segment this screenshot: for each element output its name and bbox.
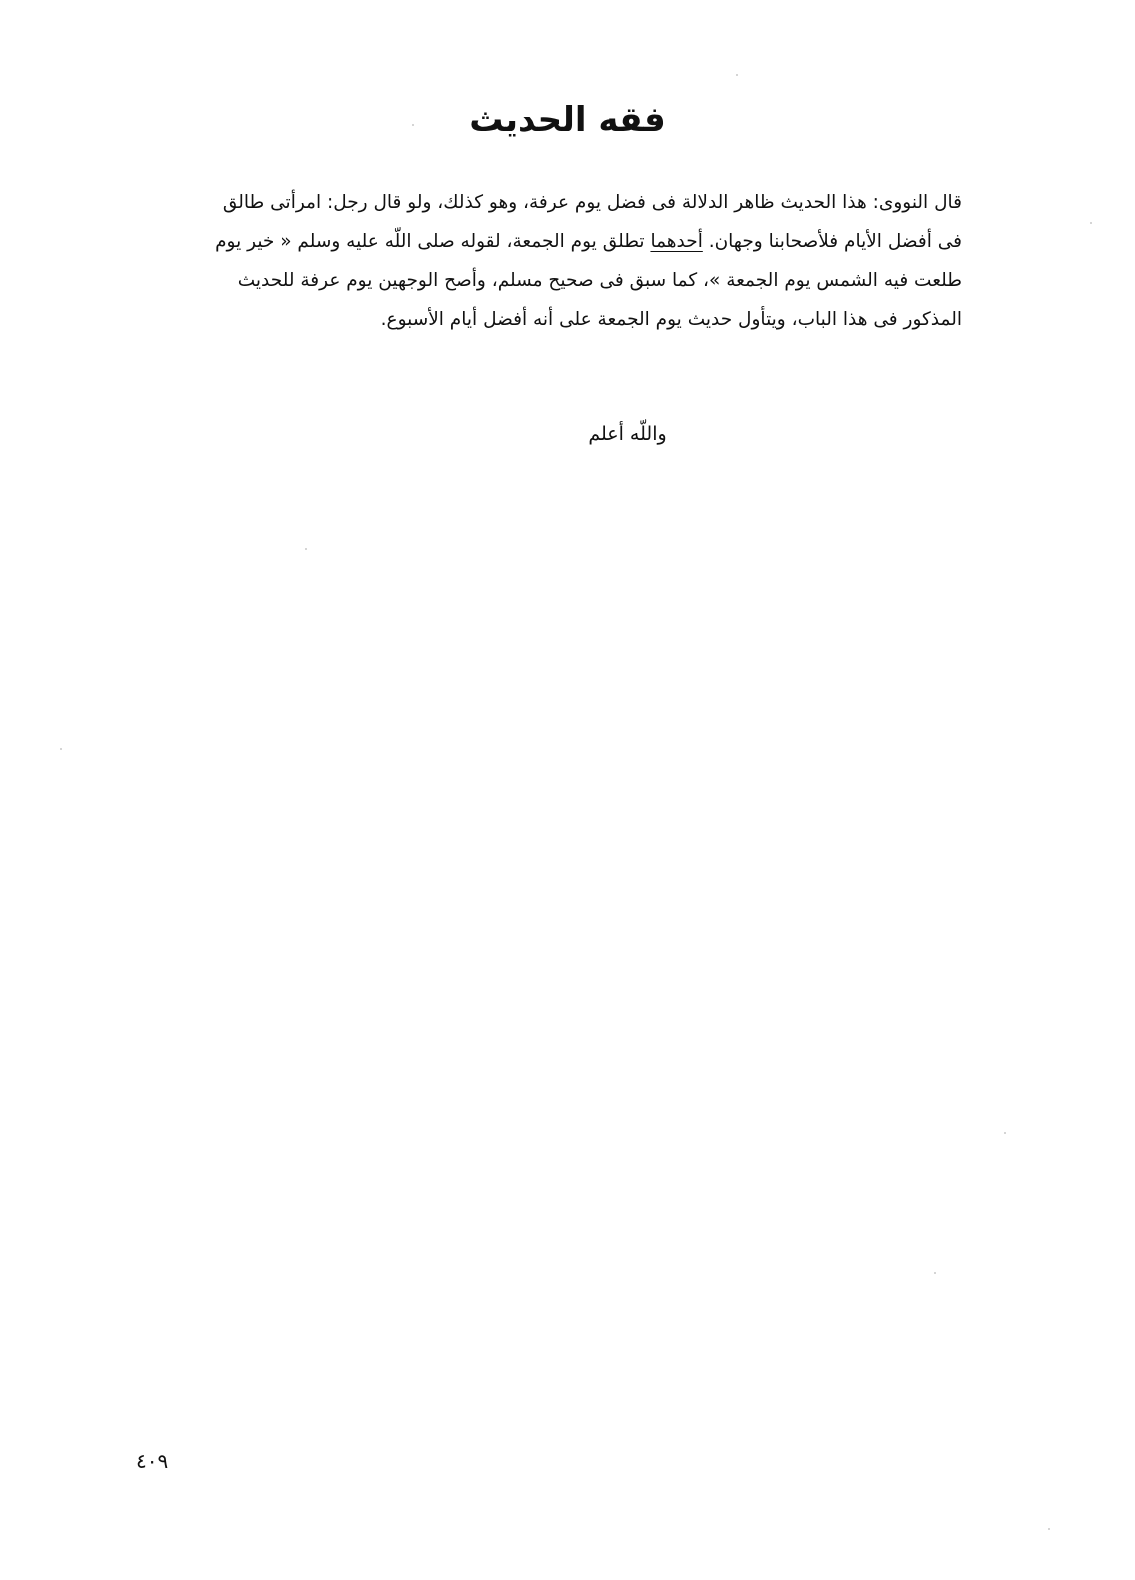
scan-speck: [1004, 1132, 1006, 1134]
closing-phrase: واللّه أعلم: [588, 423, 667, 445]
paragraph-line-2: [132, 222, 962, 261]
scan-speck: [1048, 1528, 1050, 1530]
paragraph-line-1: قال النووى: هذا الحديث ظاهر الدلالة فى فضل يوم عرفة، وهو كذلك، ولو قال رجل: امرأتى طالق: [222, 192, 962, 213]
underlined-word: أحدهما: [650, 231, 703, 252]
paragraph-line-2-end: تطلق يوم الجمعة، لقوله صلى اللّه عليه وسلم « خير يوم: [215, 231, 651, 252]
page-title: فقه الحديث: [469, 100, 666, 140]
scan-speck: [412, 124, 414, 126]
scan-speck: [305, 548, 307, 550]
scan-speck: [736, 74, 738, 76]
paragraph-line-2-start: فى أفضل الأيام فلأصحابنا وجهان.: [702, 231, 962, 252]
paragraph-line-4: المذكور فى هذا الباب، ويتأول حديث يوم الجمعة على أنه أفضل أيام الأسبوع.: [380, 309, 962, 330]
scan-speck: [1090, 222, 1092, 224]
scan-speck: [60, 748, 62, 750]
page-number: ٤٠٩: [136, 1449, 169, 1473]
body-paragraph: [132, 183, 962, 339]
scan-speck: [934, 1272, 936, 1274]
paragraph-line-3: طلعت فيه الشمس يوم الجمعة »، كما سبق فى صحيح مسلم، وأصح الوجهين يوم عرفة للحديث: [237, 270, 962, 291]
